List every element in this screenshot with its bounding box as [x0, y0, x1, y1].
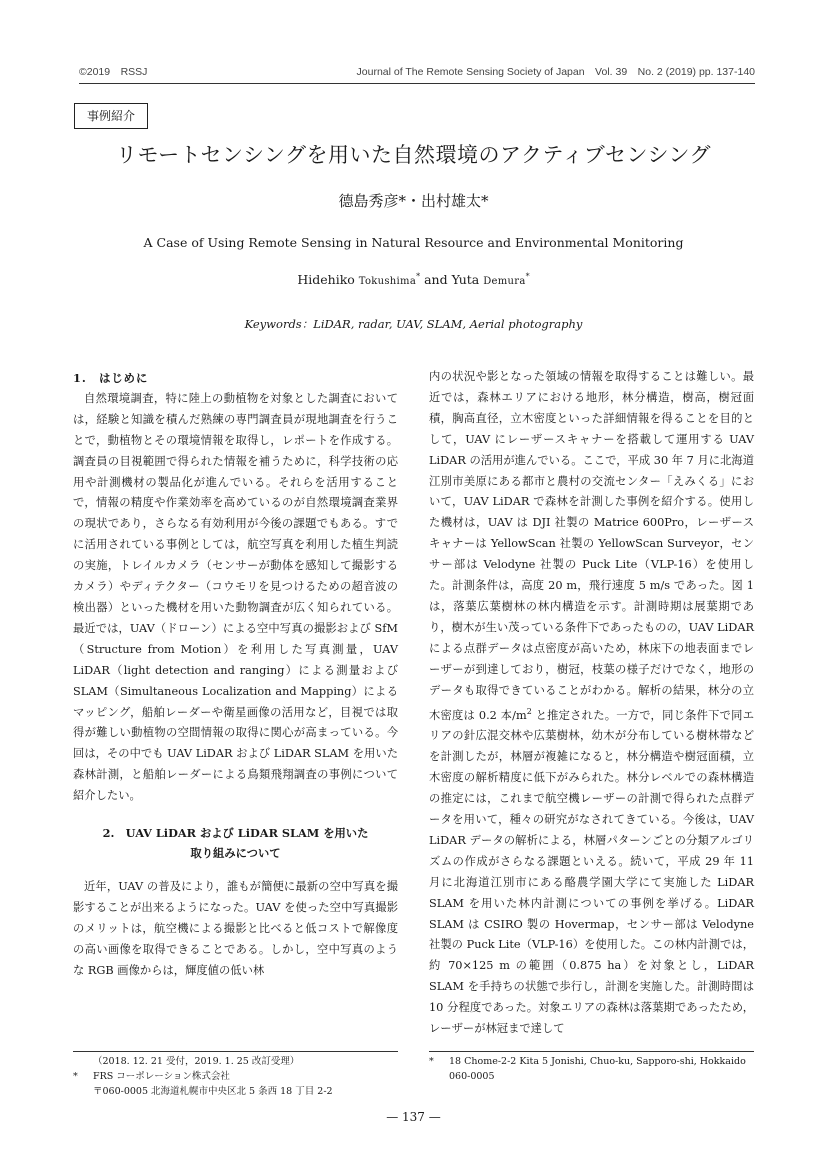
section2-heading-line1: 2. UAV LiDAR および LiDAR SLAM を用いた: [102, 826, 369, 841]
company-name: FRS コーポレーション株式会社: [93, 1071, 230, 1082]
copyright: ©2019 RSSJ: [79, 66, 148, 78]
section2-body-right-part2: と推定された。一方で，同じ条件下で同エリアの針広混交林や広葉樹林，幼木が分布している樹林帯などを計測したが，林層が複雑になると，林分構造や樹冠面積，立木密度の解析精度に低下がみられた。林分レベルでの森林構造の推定には，これまで航空機レーザーの計測で得られた点群データを用いて，種々の研究がなされてきている。今後は，UAV LiDAR データの解析による，林層パターンごとの分類アルゴリズムの作成がさらなる課題といえる。続いて，平成 29 年 11 月に北海道江別市にある酪農学園大学にて実施した LiDAR SLAM を用いた林内計測についての事例を挙げる。LiDAR SLAM は CSIRO 製の Hovermap，センサー部は Velodyne 社製の Puck Lite（VLP-16）を使用した。この林内計測では，約 70×125 m の範囲（0.875 ha）を対象とし，LiDAR SLAM を手持ちの状態で歩行し，計測を実施した。計測時間は 10 分程度であった。対象エリアの森林は落葉期であったため，レーザーが林冠まで達して: [429, 708, 754, 1036]
footnote-affiliation: [73, 1069, 398, 1084]
article-category-box: 事例紹介: [74, 103, 148, 129]
author1-given: Hidehiko: [297, 272, 359, 287]
section2-body-right-part1: 内の状況や影となった領域の情報を取得することは難しい。最近では，森林エリアにおける地形，林分構造，樹高，樹冠面積，胸高直径，立木密度といった詳細情報を得ることを目的として，UAV にレーザースキャナーを搭載して運用する UAV LiDAR の活用が進んでいる。ここで，平成 30 年 7 月に北海道江別市美原にある都市と農村の交流センター「えみくる」において，UAV LiDAR で森林を計測した事例を紹介する。使用した機材は，UAV は DJI 社製の Matrice 600Pro，レーザースキャナーは YellowScan 社製の YellowScan Surveyor，センサー部は Velodyne 社製の Puck Lite（VLP-16）を使用した。計測条件は，高度 20 m，飛行速度 5 m/s であった。図 1 は，落葉広葉樹林の林内構造を示す。計測時期は展葉期であり，樹木が生い茂っている条件下であったものの，UAV LiDAR による点群データは点密度が高いため，林床下の地表面までレーザーが到達しており，樹冠，枝葉の様子だけでなく，地形のデータも取得できていることがわかる。解析の結果，林分の立木密度は 0.2 本/m: [429, 370, 754, 722]
section2-heading: [73, 823, 398, 863]
address-japanese: 〒060-0005 北海道札幌市中央区北 5 条西 18 丁目 2-2: [93, 1086, 333, 1097]
section2-body-right: [429, 367, 754, 1040]
author2-given: Yuta: [451, 272, 484, 287]
author2-family: Demura: [483, 276, 526, 287]
footnote-rule-right: [429, 1051, 754, 1052]
journal-citation: Journal of The Remote Sensing Society of Japan Vol. 39 No. 2 (2019) pp. 137-140: [356, 66, 755, 78]
footnote-address-en: [429, 1054, 754, 1084]
left-column: [73, 368, 398, 982]
author1-family: Tokushima: [358, 276, 417, 287]
section1-heading: 1. はじめに: [73, 371, 149, 385]
author1-mark: *: [416, 272, 421, 281]
footnote-right: [429, 1054, 754, 1084]
running-header: [79, 64, 755, 80]
authors-japanese: 德島秀彦*・出村雄太*: [338, 192, 489, 210]
footnote-received: [73, 1054, 398, 1069]
section2-heading-line2: 取り組みについて: [190, 846, 281, 861]
keywords: Keywords：LiDAR, radar, UAV, SLAM, Aerial photography: [244, 317, 583, 331]
footnote-left: [73, 1054, 398, 1099]
section1-body: 自然環境調査，特に陸上の動植物を対象とした調査においては，経験と知識を積んだ熟練の専門調査員が現地調査を行うことで，動植物とその環境情報を取得し，レポートを作成する。調査員の目視範囲で得られた情報を補うために，科学技術の応用や計測機材の製品化が進んでいる。それらを活用することで，情報の精度や作業効率を高めているのが自然環境調査業界の現状であり，さらなる有効利用が今後の課題でもある。すでに活用されている事例としては，航空写真を利用した植生判読の実施，トレイルカメラ（センサーが動体を感知して撮影するカメラ）やディテクター（コウモリを見つけるための超音波の検出器）といった機材を用いた動物調査が広く知られている。最近では，UAV（ドローン）による空中写真の撮影および SfM（Structure from Motion）を利用した写真測量，UAV LiDAR（light detection and ranging）による測量および SLAM（Simultaneous Localization and Mapping）によるマッピング，船舶レーダーや衛星画像の活用など，目視では取得が難しい動植物の空間情報の取得に関心が高まっている。今回は，その中でも UAV LiDAR および LiDAR SLAM を用いた森林計測，と船舶レーダーによる鳥類飛翔調査の事例について紹介したい。: [73, 391, 398, 803]
right-column: [429, 367, 754, 1040]
article-title: リモートセンシングを用いた自然環境のアクティブセンシング: [115, 143, 712, 167]
received-dates: （2018. 12. 21 受付，2019. 1. 25 改訂受理）: [93, 1056, 300, 1067]
footnote-rule-left: [73, 1051, 398, 1052]
address-english: 18 Chome-2-2 Kita 5 Jonishi, Chuo-ku, Sapporo-shi, Hokkaido 060-0005: [449, 1056, 746, 1082]
footnote-mark-en: *: [429, 1056, 434, 1067]
author2-mark: *: [525, 272, 530, 281]
authors-english: [0, 272, 827, 287]
article-title-english: A Case of Using Remote Sensing in Natural Resource and Environmental Monitoring: [143, 235, 684, 250]
footnote-mark: *: [73, 1071, 78, 1082]
page-number: — 137 —: [386, 1110, 441, 1124]
header-rule: [79, 83, 755, 84]
superscript-2: 2: [526, 706, 532, 716]
footnote-address-ja: [73, 1084, 398, 1099]
section2-body-left: 近年，UAV の普及により，誰もが簡便に最新の空中写真を撮影することが出来るようになった。UAV を使った空中写真撮影のメリットは，航空機による撮影と比べると低コストで解像度の高い画像を取得できることである。しかし，空中写真のような RGB 画像からは，輝度値の低い林: [73, 880, 398, 977]
author-and: and: [420, 272, 452, 287]
